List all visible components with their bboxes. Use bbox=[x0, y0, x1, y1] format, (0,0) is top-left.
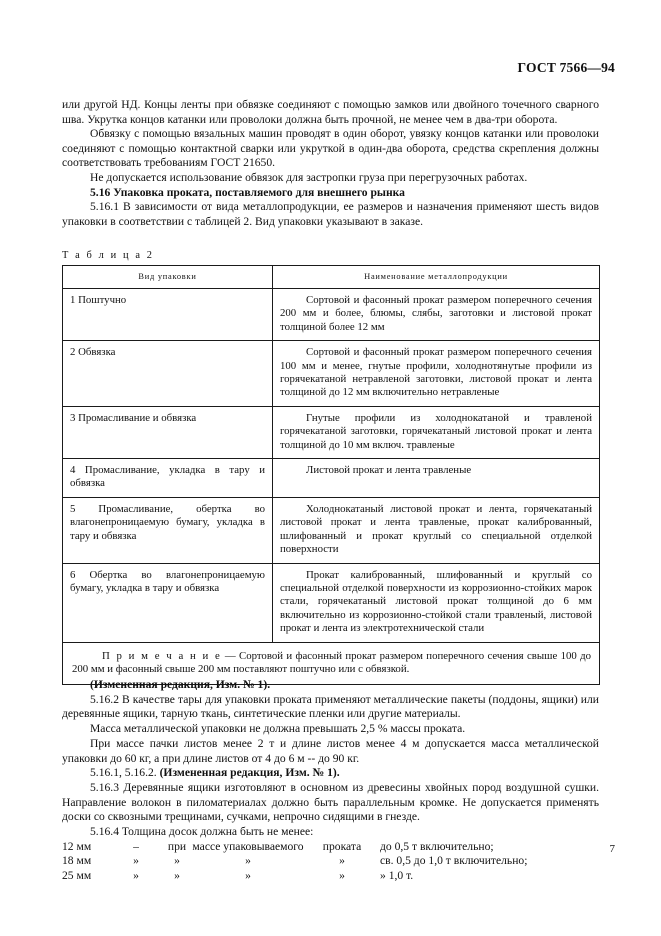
revision-note-2-text: (Измененная редакция, Изм. № 1). bbox=[159, 766, 340, 780]
ditto-2: » bbox=[174, 854, 180, 868]
revision-note-2 bbox=[62, 766, 599, 781]
table-note-label: П р и м е ч а н и е bbox=[102, 649, 222, 662]
paragraph-5-16-3: 5.16.3 Деревянные ящики изготовляют в основном из древесины хвойных пород воздушной сушки. Направление волокон в пиломатериалах должно быть параллельным кромке. Не допускается применять доски со сквозными трещинами, сучками, непрочно сидящими в гнезде. bbox=[62, 780, 599, 824]
ditto-3: » bbox=[245, 854, 251, 868]
cell-description: Сортовой и фасонный прокат размером поперечного сечения 100 мм и менее, гнутые профили, холоднотянутые профили из горячекатаной нетравленой заготовки, листовой прокат и лента толщиной до 12 мм включительно нетравленые bbox=[273, 341, 600, 407]
thickness-condition: до 0,5 т включительно; bbox=[380, 839, 494, 853]
table-row bbox=[63, 563, 600, 642]
tail-text-block bbox=[62, 678, 599, 884]
ditto-4: » bbox=[339, 854, 345, 868]
thickness-value: 25 мм bbox=[62, 869, 92, 883]
cell-description: Гнутые профили из холоднокатаной и травленой горячекатаной заготовки, горячекатаный листовой прокат и лента толщиной до 10 мм включ. травленые bbox=[273, 406, 600, 458]
revision-note-2-prefix: 5.16.1, 5.16.2. bbox=[90, 766, 160, 780]
table-note-text: — Сортовой и фасонный прокат размером поперечного сечения свыше 100 до 200 мм и фасонный свыше 200 мм поставляют поштучно или с обвязкой. bbox=[72, 649, 592, 675]
paragraph-continued: или другой НД. Концы ленты при обвязке соединяют с помощью замков или двойного точечного сварного шва. Укрутка концов катанки или проволоки должна быть прочной, не менее чем в два-три оборота. bbox=[62, 98, 599, 126]
table-row bbox=[63, 289, 600, 341]
section-heading-5-16: 5.16 Упаковка проката, поставляемого для внешнего рынка bbox=[90, 185, 405, 199]
table-row bbox=[63, 406, 600, 458]
ditto-2: » bbox=[174, 869, 180, 883]
cell-kind: 2 Обвязка bbox=[63, 341, 273, 407]
cell-kind: 1 Поштучно bbox=[63, 289, 273, 341]
table-row bbox=[63, 497, 600, 563]
table-header-row bbox=[63, 266, 600, 289]
cell-description: Прокат калиброванный, шлифованный и круглый со специальной отделкой поверхности из коррозионно-стойких марок стали, горячекатаный листовой прокат толщиной до 6 мм включительно из коррозионно-стойкой стали травленый, листовой прокат и лента из электротехнической стали bbox=[273, 563, 600, 642]
ditto-4: » bbox=[339, 869, 345, 883]
thickness-condition: св. 0,5 до 1,0 т включительно; bbox=[380, 854, 528, 868]
table-caption: Т а б л и ц а 2 bbox=[62, 250, 155, 261]
cell-kind: 3 Промасливание и обвязка bbox=[63, 406, 273, 458]
revision-note-1: (Измененная редакция, Изм. № 1). bbox=[90, 678, 271, 691]
paragraph-5-16-4: 5.16.4 Толщина досок должна быть не менее: bbox=[90, 825, 314, 839]
ditto-2: при bbox=[167, 839, 187, 853]
cell-kind: 5 Промасливание, обертка во влагонепроницаемую бумагу, укладка в тару и обвязка bbox=[63, 497, 273, 563]
cell-kind: 6 Обертка во влагонепроницаемую бумагу, укладка в тару и обвязка bbox=[63, 563, 273, 642]
table-header-product: Наименование металлопродукции bbox=[273, 266, 600, 289]
cell-description: Холоднокатаный листовой прокат и лента, горячекатаный листовой прокат и лента травленые, прокат калиброванный, шлифованный и прокат круглый со специальной отделкой поверхности bbox=[273, 497, 600, 563]
list-item bbox=[62, 854, 599, 869]
paragraph-binding-machines: Обвязку с помощью вязальных машин проводят в один оборот, увязку концов катанки или проволоки соединяют с помощью контактной сварки или укруткой в один-два оборота, средства скрепления должны соответствовать требованиям ГОСТ 21650. bbox=[62, 127, 599, 170]
thickness-condition: » 1,0 т. bbox=[380, 869, 414, 883]
table-row bbox=[63, 341, 600, 407]
intro-text-block bbox=[62, 98, 599, 229]
list-item bbox=[62, 840, 599, 855]
table-header-kind: Вид упаковки bbox=[63, 266, 273, 289]
paragraph-5-16-1: 5.16.1 В зависимости от вида металлопродукции, ее размеров и назначения применяют шесть видов упаковки в соответствии с таблицей 2. Вид упаковки указывают в заказе. bbox=[62, 200, 599, 228]
page-number: 7 bbox=[609, 843, 615, 855]
ditto-3: массе упаковываемого bbox=[192, 839, 304, 853]
ditto-4: проката bbox=[322, 839, 362, 853]
cell-description: Сортовой и фасонный прокат размером поперечного сечения 200 мм и более, блюмы, слябы, заготовки и листовой прокат толщиной более 12 мм bbox=[273, 289, 600, 341]
ditto-1: » bbox=[133, 854, 139, 868]
paragraph-no-slinging: Не допускается использование обвязок для застропки груза при перегрузочных работах. bbox=[90, 170, 528, 184]
packaging-types-table bbox=[62, 265, 600, 685]
table-row bbox=[63, 459, 600, 498]
thickness-value: 12 мм bbox=[62, 839, 92, 853]
page-header-standard-number: ГОСТ 7566—94 bbox=[517, 60, 615, 75]
ditto-1: – bbox=[133, 839, 139, 853]
cell-kind: 4 Промасливание, укладка в тару и обвязка bbox=[63, 459, 273, 498]
ditto-3: » bbox=[245, 869, 251, 883]
ditto-1: » bbox=[133, 869, 139, 883]
paragraph-metal-packaging-mass: Масса металлической упаковки не должна превышать 2,5 % массы проката. bbox=[90, 722, 466, 736]
paragraph-sheet-pack-mass: При массе пачки листов менее 2 т и длине листов менее 4 м допускается масса металлической упаковки до 60 кг, а при длине листов от 4 до 6 м -- до 90 кг. bbox=[62, 736, 599, 765]
board-thickness-list bbox=[62, 840, 599, 884]
cell-description: Листовой прокат и лента травленые bbox=[273, 459, 600, 498]
paragraph-5-16-2: 5.16.2 В качестве тары для упаковки проката применяют металлические пакеты (поддоны, ящики) или деревянные ящики, тарную ткань, синтетические пленки или другие материалы. bbox=[62, 692, 599, 721]
thickness-value: 18 мм bbox=[62, 854, 92, 868]
list-item bbox=[62, 869, 599, 884]
